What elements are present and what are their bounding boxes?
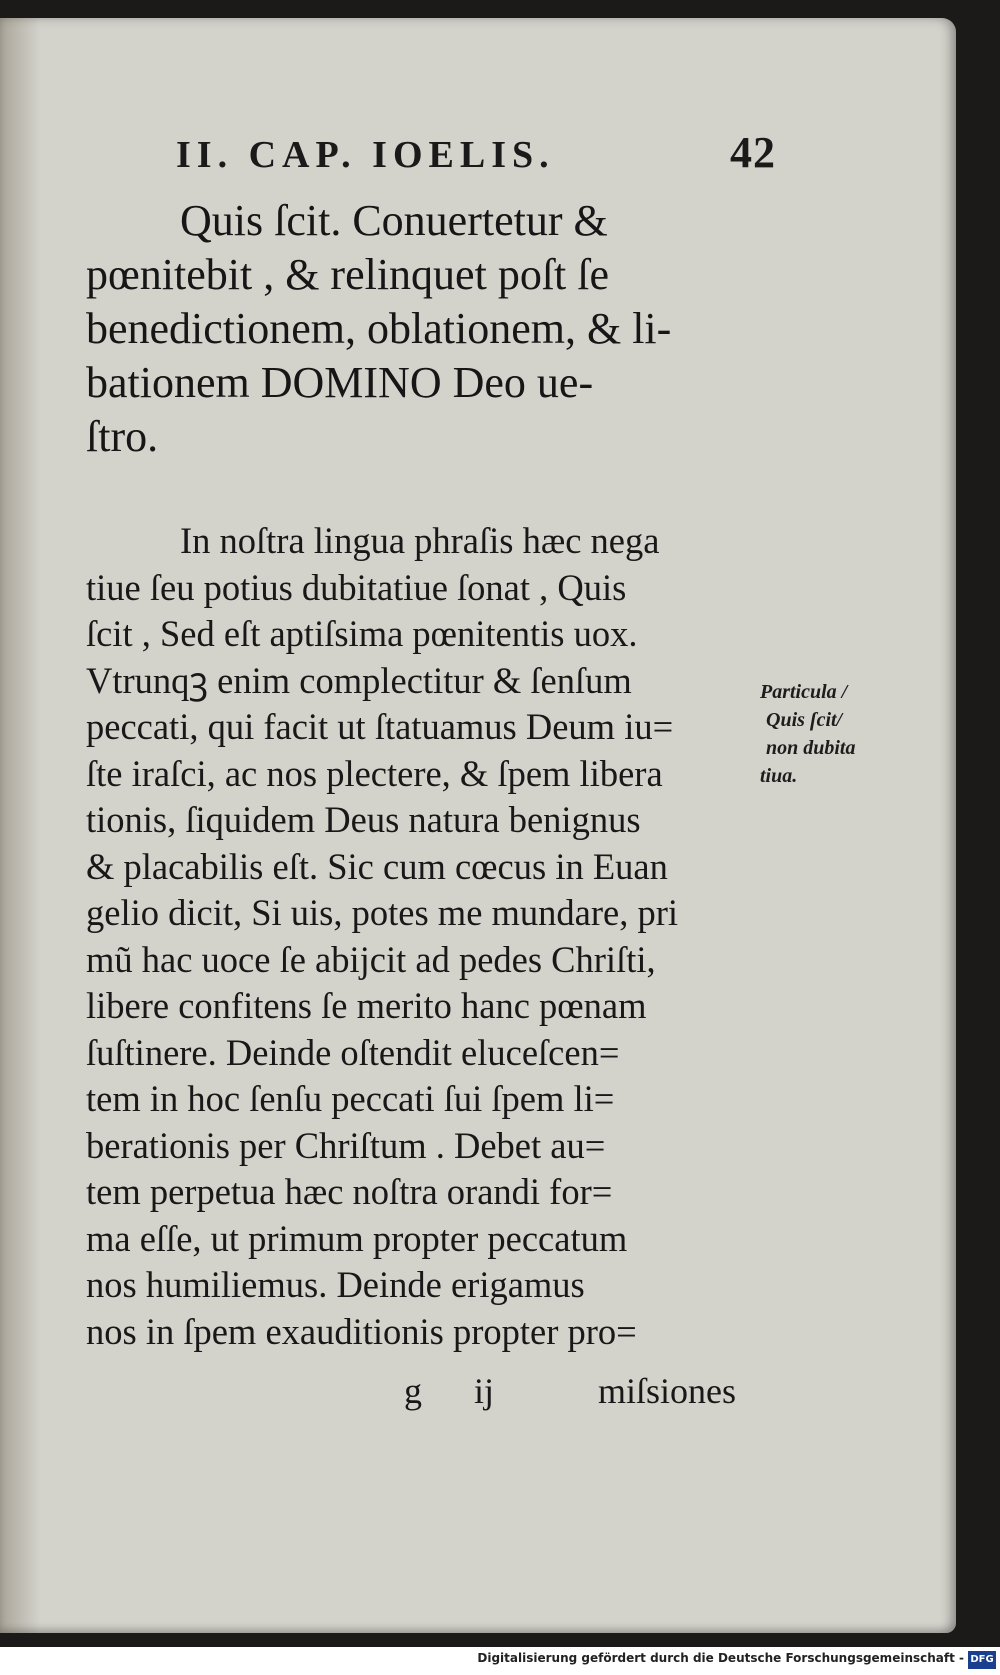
running-head: II. CAP. IOELIS. (176, 134, 555, 176)
text-line: ſuſtinere. Deinde oſtendit eluceſcen= (86, 1031, 620, 1073)
verse-line: Quis ſcit. Conuertetur & (180, 196, 608, 245)
marginal-line: tiua. (760, 765, 798, 787)
text-line: nos humiliemus. Deinde erigamus (86, 1264, 585, 1305)
marginal-line: Quis ſcit/ (766, 709, 843, 731)
text-line: In noſtra lingua phraſis hæc nega (180, 520, 660, 561)
text-line: nos in ſpem exauditionis propter pro= (86, 1310, 637, 1352)
text-line: mũ hac uoce ſe abijcit ad pedes Chriſti, (86, 938, 656, 980)
catchline (86, 1370, 776, 1418)
page-header (176, 128, 776, 193)
text-line: gelio dicit, Si uis, potes me mundare, pri (86, 892, 679, 933)
text-line: ma eſſe, ut primum propter peccatum (86, 1217, 628, 1259)
page-number: 42 (730, 128, 776, 177)
text-line: berationis per Chriſtum . Debet au= (86, 1124, 606, 1166)
verse-line: bationem DOMINO Deo ue- (86, 358, 594, 407)
folio-mark: ij (474, 1371, 495, 1411)
catchword: miſsiones (598, 1371, 737, 1411)
dfg-logo-icon: DFG (968, 1651, 996, 1669)
text-line: ſte iraſci, ac nos plectere, & ſpem libera (86, 752, 663, 794)
commentary-text (86, 518, 776, 1355)
scripture-verse (86, 194, 766, 464)
marginal-line: Particula / (760, 681, 848, 703)
text-line: & placabilis eſt. Sic cum cœcus in Euan (86, 845, 668, 887)
funding-credit: Digitalisierung gefördert durch die Deutsche Forschungsgemeinschaft - (477, 1651, 964, 1665)
book-page (0, 18, 956, 1633)
signature-mark: g (404, 1371, 422, 1411)
text-line: peccati, qui facit ut ſtatuamus Deum iu= (86, 706, 674, 747)
verse-line: pœnitebit , & relinquet poſt ſe (86, 250, 610, 299)
text-line: tem perpetua hæc noſtra orandi for= (86, 1171, 613, 1212)
text-line: tionis, ſiquidem Deus natura benignus (86, 799, 641, 840)
verse-line: ſtro. (86, 412, 159, 461)
marginal-note (760, 678, 920, 790)
text-line: tem in hoc ſenſu peccati ſui ſpem li= (86, 1078, 615, 1119)
text-line: Vtrunqꝫ enim complectitur & ſenſum (86, 659, 632, 701)
text-line: tiue ſeu potius dubitatiue ſonat , Quis (86, 566, 627, 608)
verse-line: benedictionem, oblationem, & li- (86, 304, 672, 353)
text-line: ſcit , Sed eſt aptiſsima pœnitentis uox. (86, 613, 638, 654)
marginal-line: non dubita (766, 737, 856, 759)
text-line: libere confitens ſe merito hanc pœnam (86, 985, 647, 1026)
digitization-footer (0, 1647, 1000, 1675)
